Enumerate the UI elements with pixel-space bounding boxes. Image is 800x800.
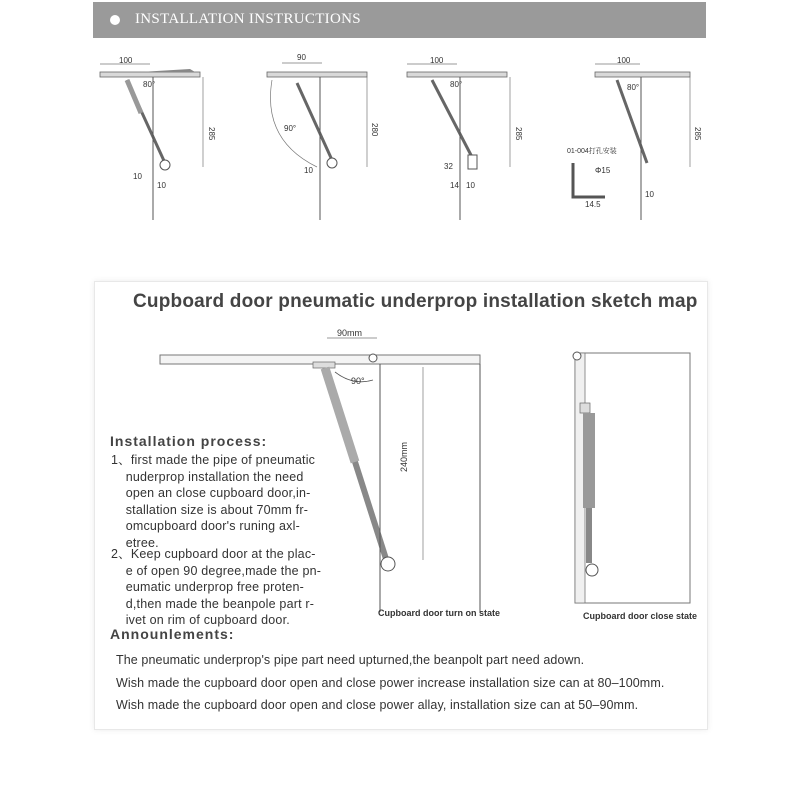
- section-header: [93, 2, 706, 38]
- process-step-2: 2、Keep cupboard door at the plac- e of open 90 degree,made the pn- eumatic underprop free proten- d,then made the beanpole part r- ivet on rim of cupboard door.: [111, 547, 322, 627]
- diagram-2-top-width: 90: [297, 53, 306, 62]
- diagram-3-top-width: 100: [430, 56, 444, 65]
- diagram-1-offset-left: 10: [133, 172, 142, 181]
- diagram-1-angle: 80°: [143, 80, 156, 89]
- diagram-4-angle: 80°: [627, 83, 640, 92]
- diagram-1-top-width: 100: [119, 56, 133, 65]
- diagram-3-offset-a: 32: [444, 162, 453, 171]
- bullet-dot-icon: [110, 15, 120, 25]
- dim-height-label: 240mm: [399, 441, 409, 472]
- close-state-sketch: [570, 348, 695, 608]
- diagram-4-code: 01-004打孔安装: [567, 148, 617, 155]
- diagram-3-offset-c: 10: [466, 181, 475, 190]
- diagram-3-offset-b: 14: [450, 181, 459, 190]
- diagram-2: [262, 45, 412, 220]
- diagram-1: [95, 45, 245, 220]
- diagram-2-height: 280: [370, 123, 379, 137]
- announcements-heading: Announlements:: [110, 626, 235, 642]
- diagram-4-top-width: 100: [617, 56, 631, 65]
- dim-top-label: 90mm: [337, 328, 363, 338]
- diagram-2-angle: 90°: [284, 124, 297, 133]
- diagram-2-offset-left: 10: [304, 166, 313, 175]
- diagram-3-height: 285: [514, 127, 523, 141]
- sketch-title: Cupboard door pneumatic underprop installation sketch map: [133, 291, 698, 312]
- caption-close-state: Cupboard door close state: [583, 611, 698, 621]
- dim-angle-label: 90°: [351, 376, 365, 386]
- diagram-4-offset-b: 14.5: [585, 200, 601, 209]
- diagram-4-offset-a: 10: [645, 190, 654, 199]
- caption-open-state: Cupboard door turn on state: [378, 608, 500, 618]
- diagram-3: [402, 45, 552, 220]
- announcement-line: Wish made the cupboard door open and close power allay, installation size can at 50–90mm.: [116, 698, 639, 712]
- process-step-1: 1、first made the pipe of pneumatic nuderprop installation the need open an close cupboard door,in- stallation size is about 70mm fr- omcupboard door's runing axl- etree.: [111, 453, 316, 550]
- diagram-1-height: 285: [207, 127, 216, 141]
- announcement-line: The pneumatic underprop's pipe part need upturned,the beanpolt part need adown.: [116, 653, 585, 667]
- announcement-line: Wish made the cupboard door open and close power increase installation size can at 80–100mm.: [116, 676, 665, 690]
- section-title: INSTALLATION INSTRUCTIONS: [135, 11, 361, 27]
- diagram-4: [565, 45, 715, 220]
- process-heading: Installation process:: [110, 433, 268, 449]
- diagram-4-hole: Φ15: [595, 166, 611, 175]
- diagram-4-height: 285: [693, 127, 702, 141]
- diagram-1-offset-bottom: 10: [157, 181, 166, 190]
- diagram-3-angle: 80°: [450, 80, 463, 89]
